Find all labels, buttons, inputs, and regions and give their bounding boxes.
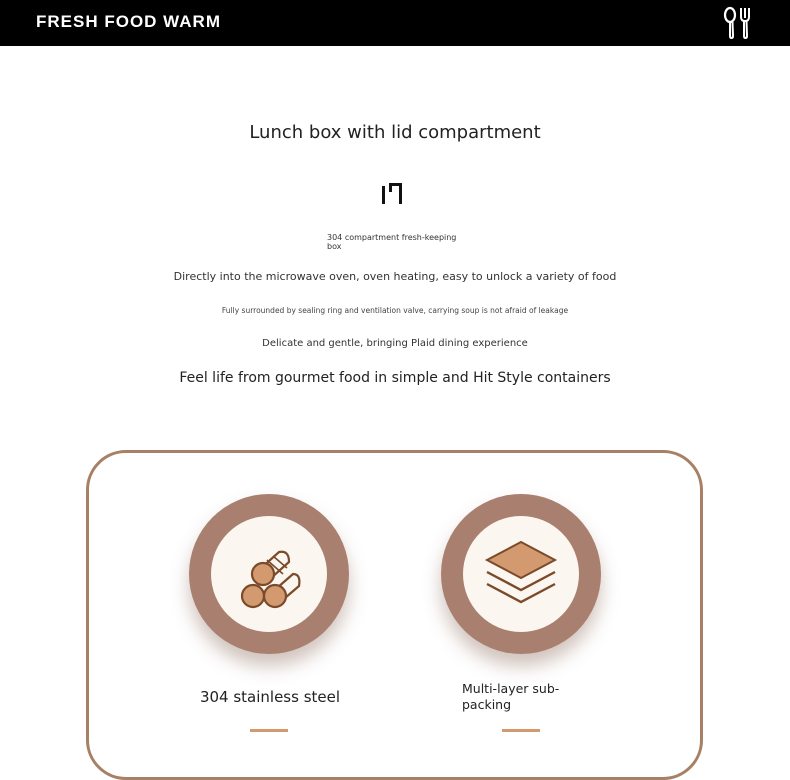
feature-label-steel: 304 stainless steel xyxy=(199,688,341,706)
dining-text: Delicate and gentle, bringing Plaid dining experience xyxy=(262,338,528,349)
microwave-text: Directly into the microwave oven, oven heating, easy to unlock a variety of food xyxy=(173,270,617,283)
feature-divider xyxy=(250,729,288,732)
page-title: Lunch box with lid compartment xyxy=(249,122,541,143)
gourmet-text: Feel life from gourmet food in simple and Hit Style containers xyxy=(179,370,611,386)
sealing-text: Fully surrounded by sealing ring and ventilation valve, carrying soup is not afraid of leakage xyxy=(221,306,569,315)
feature-circle-layers xyxy=(441,494,601,654)
steel-rods-icon xyxy=(229,534,309,614)
layers-icon xyxy=(481,534,561,614)
top-bar xyxy=(0,0,790,46)
brand-title: FRESH FOOD WARM xyxy=(36,12,221,31)
brand-logo-icon xyxy=(381,182,405,204)
compartment-label: 304 compartment fresh-keeping box xyxy=(327,233,457,251)
spoon-fork-icon xyxy=(720,6,756,40)
features-card xyxy=(86,450,703,780)
feature-divider xyxy=(502,729,540,732)
feature-circle-steel xyxy=(189,494,349,654)
feature-label-layers: Multi-layer sub-packing xyxy=(462,681,560,712)
